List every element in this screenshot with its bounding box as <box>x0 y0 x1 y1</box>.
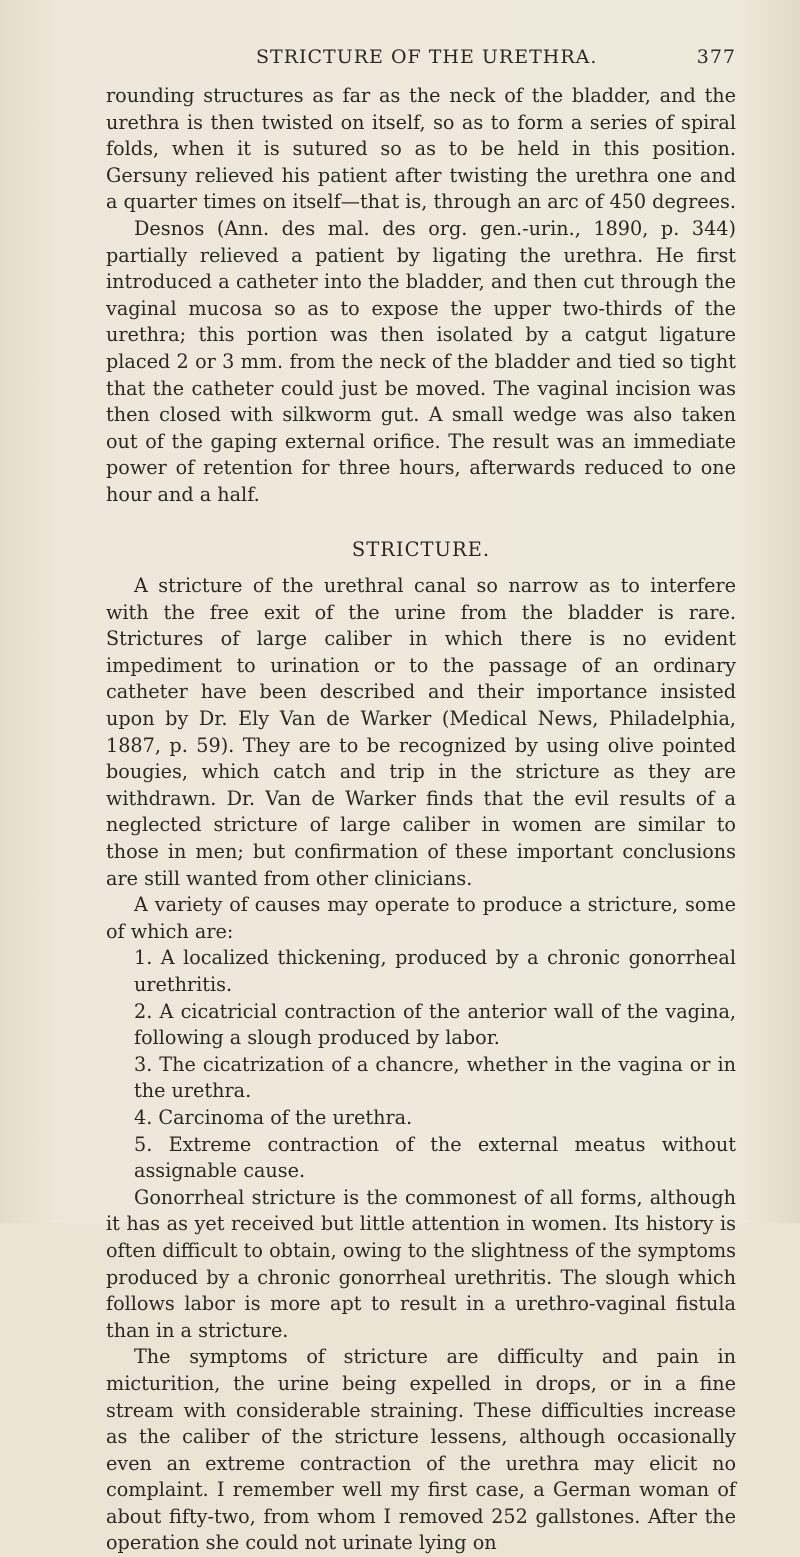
page-body <box>106 83 736 1557</box>
running-head <box>256 46 736 68</box>
paragraph-causes-lead: A variety of causes may operate to produce a stricture, some of which are: <box>106 893 736 943</box>
cause-item: 5. Extreme contraction of the external meatus without assignable cause. <box>134 1132 736 1183</box>
cause-item: 1. A localized thickening, produced by a chronic gonorrheal urethritis. <box>134 946 736 996</box>
paragraph-continued: rounding structures as far as the neck of the bladder, and the urethra is then twisted on itself, so as to form a series of spiral folds, when it is sutured so as to be held in this position. Gersuny relieved his patient after twisting the urethra one and a quarter times on itself—that is, through an arc of 450 degrees. <box>106 84 736 214</box>
section-title: STRICTURE. <box>351 537 491 561</box>
cause-item: 4. Carcinoma of the urethra. <box>134 1105 413 1129</box>
running-head-title: STRICTURE OF THE URETHRA. <box>256 46 598 68</box>
paragraph-stricture-intro: A stricture of the urethral canal so narrow as to interfere with the free exit of the urine from the bladder is rare. Strictures of large caliber in which there is no evident impediment to urination or to the passage of an ordinary catheter have been described and their importance insisted upon by Dr. Ely Van de Warker (Medical News, Philadelphia, 1887, p. 59). They are to be recognized by using olive pointed bougies, which catch and trip in the stricture as they are withdrawn. Dr. Van de Warker finds that the evil results of a neglected stricture of large caliber in women are similar to those in men; but confirmation of these important conclusions are still wanted from other clinicians. <box>106 574 736 890</box>
cause-item: 2. A cicatricial contraction of the anterior wall of the vagina, following a slough produced by labor. <box>134 999 736 1050</box>
paragraph-symptoms: The symptoms of stricture are difficulty and pain in micturition, the urine being expelled in drops, or in a fine stream with considerable straining. These difficulties increase as the caliber of the stricture lessens, although occasionally even an extreme contraction of the urethra may elicit no complaint. I remember well my first case, a German woman of about fifty-two, from whom I removed 252 gallstones. After the operation she could not urinate lying on <box>106 1345 736 1555</box>
cause-item: 3. The cicatrization of a chancre, whether in the vagina or in the urethra. <box>134 1052 736 1103</box>
paragraph-gonorrheal: Gonorrheal stricture is the commonest of all forms, although it has as yet received but little attention in women. Its history is often difficult to obtain, owing to the slightness of the symptoms produced by a chronic gonorrheal urethritis. The slough which follows labor is more apt to result in a urethro-vaginal fistula than in a stricture. <box>106 1185 736 1342</box>
page-number: 377 <box>696 46 736 68</box>
paragraph-desnos: Desnos (Ann. des mal. des org. gen.-urin., 1890, p. 344) partially relieved a patient by ligating the urethra. He first introduced a catheter into the bladder, and then cut through the vaginal mucosa so as to expose the upper two-thirds of the urethra; this portion was then isolated by a catgut ligature placed 2 or 3 mm. from the neck of the bladder and tied so tight that the catheter could just be moved. The vaginal incision was then closed with silkworm gut. A small wedge was also taken out of the gaping external orifice. The result was an immediate power of retention for three hours, afterwards reduced to one hour and a half. <box>106 216 736 506</box>
